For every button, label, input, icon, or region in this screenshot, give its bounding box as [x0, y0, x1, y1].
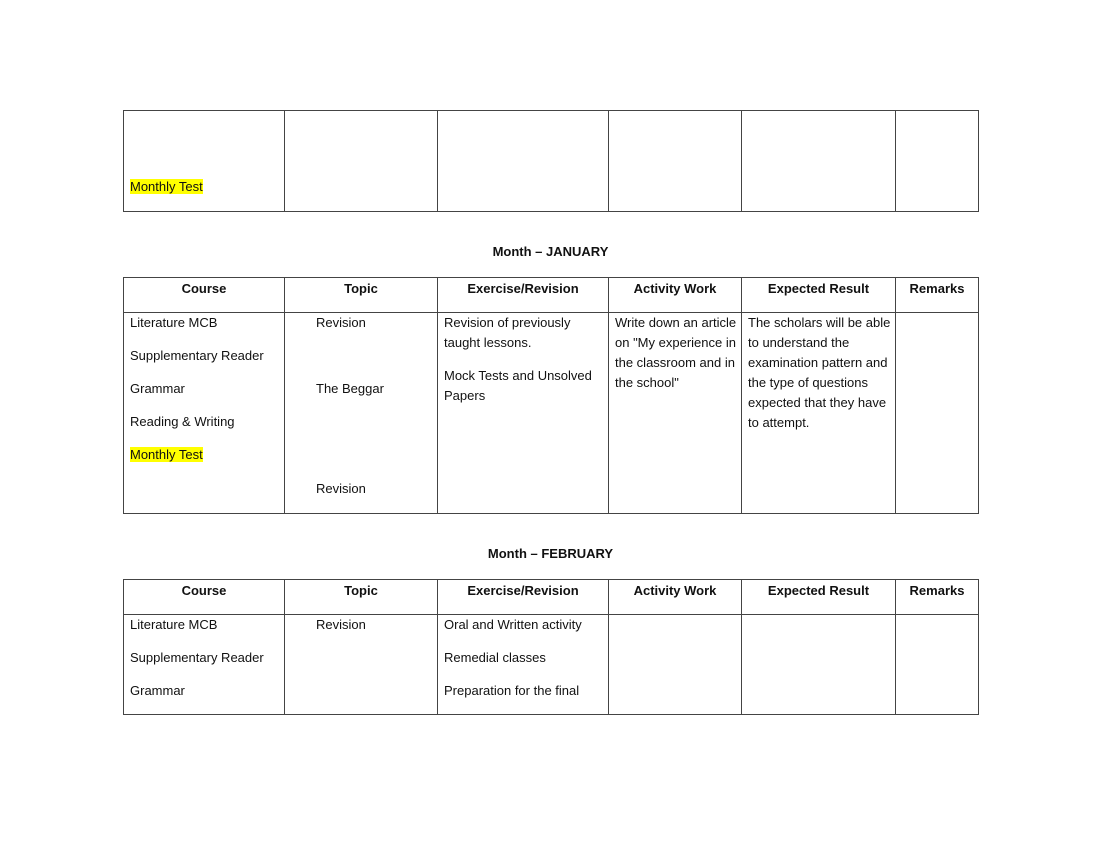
expected-cell — [742, 313, 896, 514]
remarks-cell — [896, 615, 979, 715]
exercise-item: Mock Tests and Unsolved Papers — [444, 368, 592, 403]
course-item: Supplementary Reader — [130, 650, 264, 665]
course-cell — [124, 615, 285, 715]
course-item: Supplementary Reader — [130, 348, 264, 363]
header-course: Course — [124, 580, 285, 615]
expected-cell — [742, 111, 896, 212]
exercise-cell — [438, 615, 609, 715]
header-activity: Activity Work — [609, 278, 742, 313]
exercise-item: Preparation for the final — [444, 683, 580, 698]
activity-cell — [609, 313, 742, 514]
activity-cell — [609, 615, 742, 715]
exercise-cell — [438, 313, 609, 514]
table-header-row — [124, 278, 979, 313]
remarks-cell — [896, 111, 979, 212]
exercise-item: Oral and Written activity — [444, 617, 582, 632]
monthly-test-highlight: Monthly Test — [130, 447, 203, 462]
month-heading-february: Month – FEBRUARY — [487, 546, 614, 561]
header-remarks: Remarks — [896, 278, 979, 313]
course-item: Reading & Writing — [130, 414, 235, 429]
activity-cell — [609, 111, 742, 212]
monthly-test-highlight: Monthly Test — [130, 179, 203, 194]
exercise-cell — [438, 111, 609, 212]
exercise-item: Remedial classes — [444, 650, 546, 665]
expected-text: The scholars will be able to understand the examination pattern and the type of questions expected that they have to attempt. — [748, 315, 891, 430]
table-row — [124, 615, 979, 715]
course-item: Grammar — [130, 683, 185, 698]
table-header-row — [124, 580, 979, 615]
header-exercise: Exercise/Revision — [438, 580, 609, 615]
course-cell — [124, 111, 285, 212]
course-item: Grammar — [130, 381, 185, 396]
topic-cell — [285, 615, 438, 715]
header-course: Course — [124, 278, 285, 313]
topic-item: Revision — [316, 617, 366, 632]
table-row — [124, 313, 979, 514]
course-item: Literature MCB — [130, 315, 218, 330]
header-expected: Expected Result — [742, 278, 896, 313]
header-activity: Activity Work — [609, 580, 742, 615]
topic-item: The Beggar — [316, 381, 384, 396]
header-exercise: Exercise/Revision — [438, 278, 609, 313]
month-heading-january: Month – JANUARY — [492, 244, 609, 259]
topic-item: Revision — [316, 315, 366, 330]
topic-cell — [285, 111, 438, 212]
header-remarks: Remarks — [896, 580, 979, 615]
header-topic: Topic — [285, 278, 438, 313]
course-item: Literature MCB — [130, 617, 218, 632]
exercise-item: Revision of previously taught lessons. — [444, 315, 571, 350]
topic-cell — [285, 313, 438, 514]
january-table — [123, 277, 979, 514]
course-cell — [124, 313, 285, 514]
topic-item: Revision — [316, 481, 366, 496]
remarks-cell — [896, 313, 979, 514]
expected-cell — [742, 615, 896, 715]
february-table — [123, 579, 979, 715]
activity-text: Write down an article on "My experience in the classroom and in the school" — [615, 315, 737, 390]
previous-month-table — [123, 110, 979, 212]
header-expected: Expected Result — [742, 580, 896, 615]
header-topic: Topic — [285, 580, 438, 615]
